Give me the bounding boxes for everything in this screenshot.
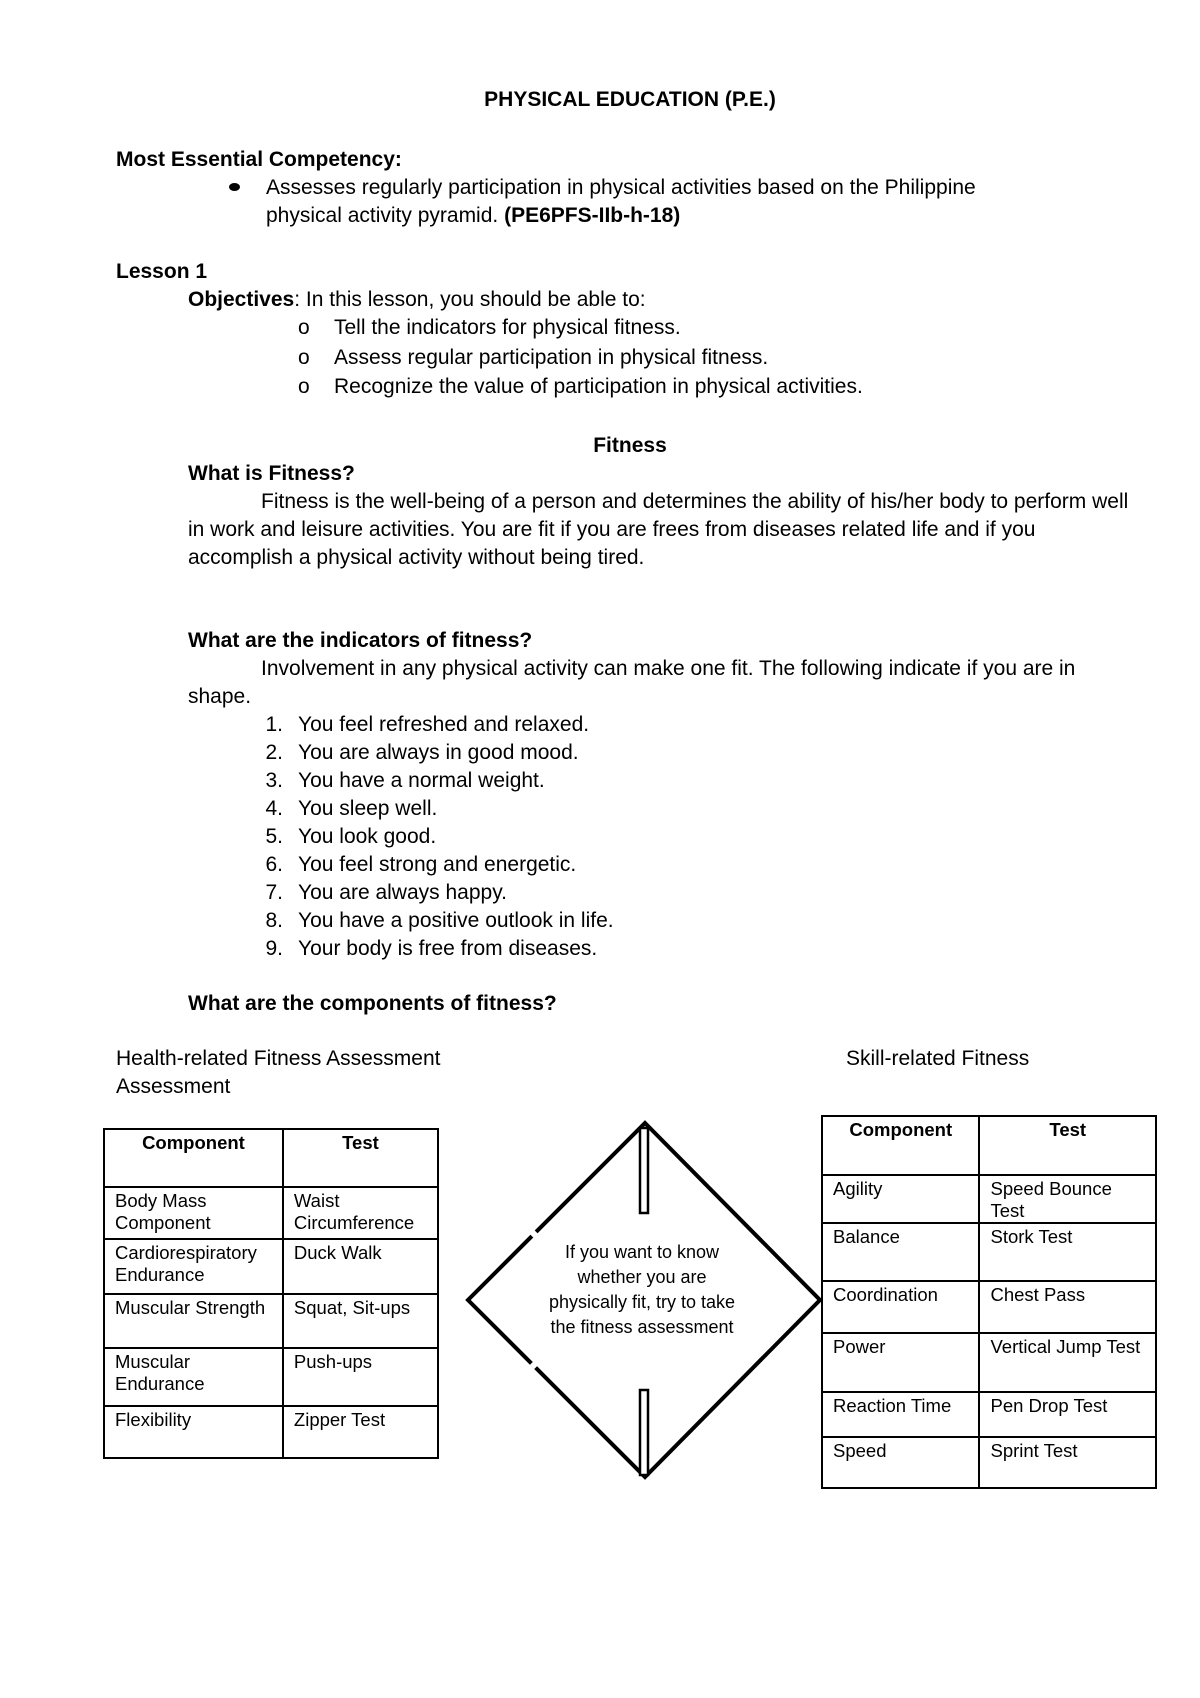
test-cell: Squat, Sit-ups — [283, 1294, 438, 1348]
test-cell: Chest Pass — [979, 1281, 1156, 1333]
list-item: You are always happy. — [298, 881, 507, 904]
health-table-caption-line2: Assessment — [116, 1075, 231, 1098]
skill-table-caption: Skill-related Fitness — [846, 1047, 1030, 1070]
competency-heading: Most Essential Competency: — [116, 148, 402, 171]
objectives-label: Objectives — [188, 288, 295, 311]
objective-item: Assess regular participation in physical fitness. — [334, 346, 769, 369]
what-is-fitness-heading: What is Fitness? — [188, 462, 355, 485]
diamond-gap-upper — [532, 1232, 537, 1237]
list-item: Your body is free from diseases. — [298, 937, 598, 960]
component-cell: Agility — [822, 1175, 979, 1223]
header-component: Component — [822, 1116, 979, 1175]
component-cell: Muscular Strength — [104, 1294, 283, 1348]
list-item: You feel strong and energetic. — [298, 853, 577, 876]
health-table-caption-line1: Health-related Fitness Assessment — [116, 1047, 441, 1070]
header-test: Test — [979, 1116, 1156, 1175]
table-row — [822, 1392, 1156, 1437]
list-item-number: 1. — [265, 713, 283, 736]
component-cell: Flexibility — [104, 1406, 283, 1458]
indicators-heading: What are the indicators of fitness? — [188, 629, 533, 652]
diamond-gap-lower — [532, 1362, 537, 1367]
diamond-top-bar — [640, 1128, 648, 1213]
list-item-number: 5. — [265, 825, 283, 848]
test-cell: Stork Test — [979, 1223, 1156, 1281]
competency-text-line2-text: physical activity pyramid. — [266, 204, 499, 227]
objective-item: Recognize the value of participation in physical activities. — [334, 375, 863, 398]
list-item: You have a positive outlook in life. — [298, 909, 614, 932]
table-row — [822, 1333, 1156, 1392]
component-cell: Speed — [822, 1437, 979, 1488]
objective-bullet-icon: o — [298, 375, 310, 398]
indicators-intro: Involvement in any physical activity can make one fit. The following indicate if you are in shape. — [188, 657, 1076, 708]
fitness-definition: Fitness is the well-being of a person and determines the ability of his/her body to perform well in work and leisure activities. You are fit if you are frees from diseases related life and if you accomplish a physical activity without being tired. — [188, 490, 1129, 569]
table-row — [822, 1281, 1156, 1333]
table-header-row — [822, 1116, 1156, 1175]
list-item-number: 3. — [265, 769, 283, 792]
component-cell: Power — [822, 1333, 979, 1392]
component-cell: Coordination — [822, 1281, 979, 1333]
header-component: Component — [104, 1129, 283, 1187]
objectives-intro: : In this lesson, you should be able to: — [294, 288, 646, 311]
test-cell: Push-ups — [283, 1348, 438, 1406]
component-cell: Reaction Time — [822, 1392, 979, 1437]
fitness-heading: Fitness — [593, 434, 667, 457]
table-row — [822, 1175, 1156, 1223]
list-item: You sleep well. — [298, 797, 438, 820]
test-cell: Duck Walk — [283, 1239, 438, 1294]
skill-fitness-table — [821, 1115, 1157, 1489]
list-item-number: 7. — [265, 881, 283, 904]
list-item: You have a normal weight. — [298, 769, 545, 792]
header-test: Test — [283, 1129, 438, 1187]
list-item-number: 6. — [265, 853, 283, 876]
list-item: You look good. — [298, 825, 437, 848]
test-cell: Sprint Test — [979, 1437, 1156, 1488]
test-cell: Waist Circumference — [283, 1187, 438, 1239]
list-item-number: 8. — [265, 909, 283, 932]
objective-bullet-icon: o — [298, 316, 310, 339]
objective-item: Tell the indicators for physical fitness. — [334, 316, 681, 339]
table-row — [822, 1223, 1156, 1281]
test-cell: Vertical Jump Test — [979, 1333, 1156, 1392]
components-heading: What are the components of fitness? — [188, 992, 557, 1015]
competency-text-line1: Assesses regularly participation in physical activities based on the Philippine — [266, 176, 976, 199]
component-cell: Cardiorespiratory Endurance — [104, 1239, 283, 1294]
diamond-bottom-bar — [640, 1390, 648, 1475]
list-item-number: 4. — [265, 797, 283, 820]
objective-bullet-icon: o — [298, 346, 310, 369]
component-cell: Body Mass Component — [104, 1187, 283, 1239]
table-row — [822, 1437, 1156, 1488]
test-cell: Speed Bounce Test — [979, 1175, 1156, 1223]
component-cell: Balance — [822, 1223, 979, 1281]
list-item: You are always in good mood. — [298, 741, 579, 764]
list-item-number: 9. — [265, 937, 283, 960]
diamond-text: If you want to know whether you are physically fit, try to take the fitness assessment — [548, 1242, 736, 1337]
component-cell: Muscular Endurance — [104, 1348, 283, 1406]
lesson-heading: Lesson 1 — [116, 260, 208, 283]
list-item: You feel refreshed and relaxed. — [298, 713, 590, 736]
test-cell: Pen Drop Test — [979, 1392, 1156, 1437]
page-title: PHYSICAL EDUCATION (P.E.) — [484, 88, 776, 111]
competency-code: (PE6PFS-IIb-h-18) — [504, 204, 681, 227]
test-cell: Zipper Test — [283, 1406, 438, 1458]
list-item-number: 2. — [265, 741, 283, 764]
